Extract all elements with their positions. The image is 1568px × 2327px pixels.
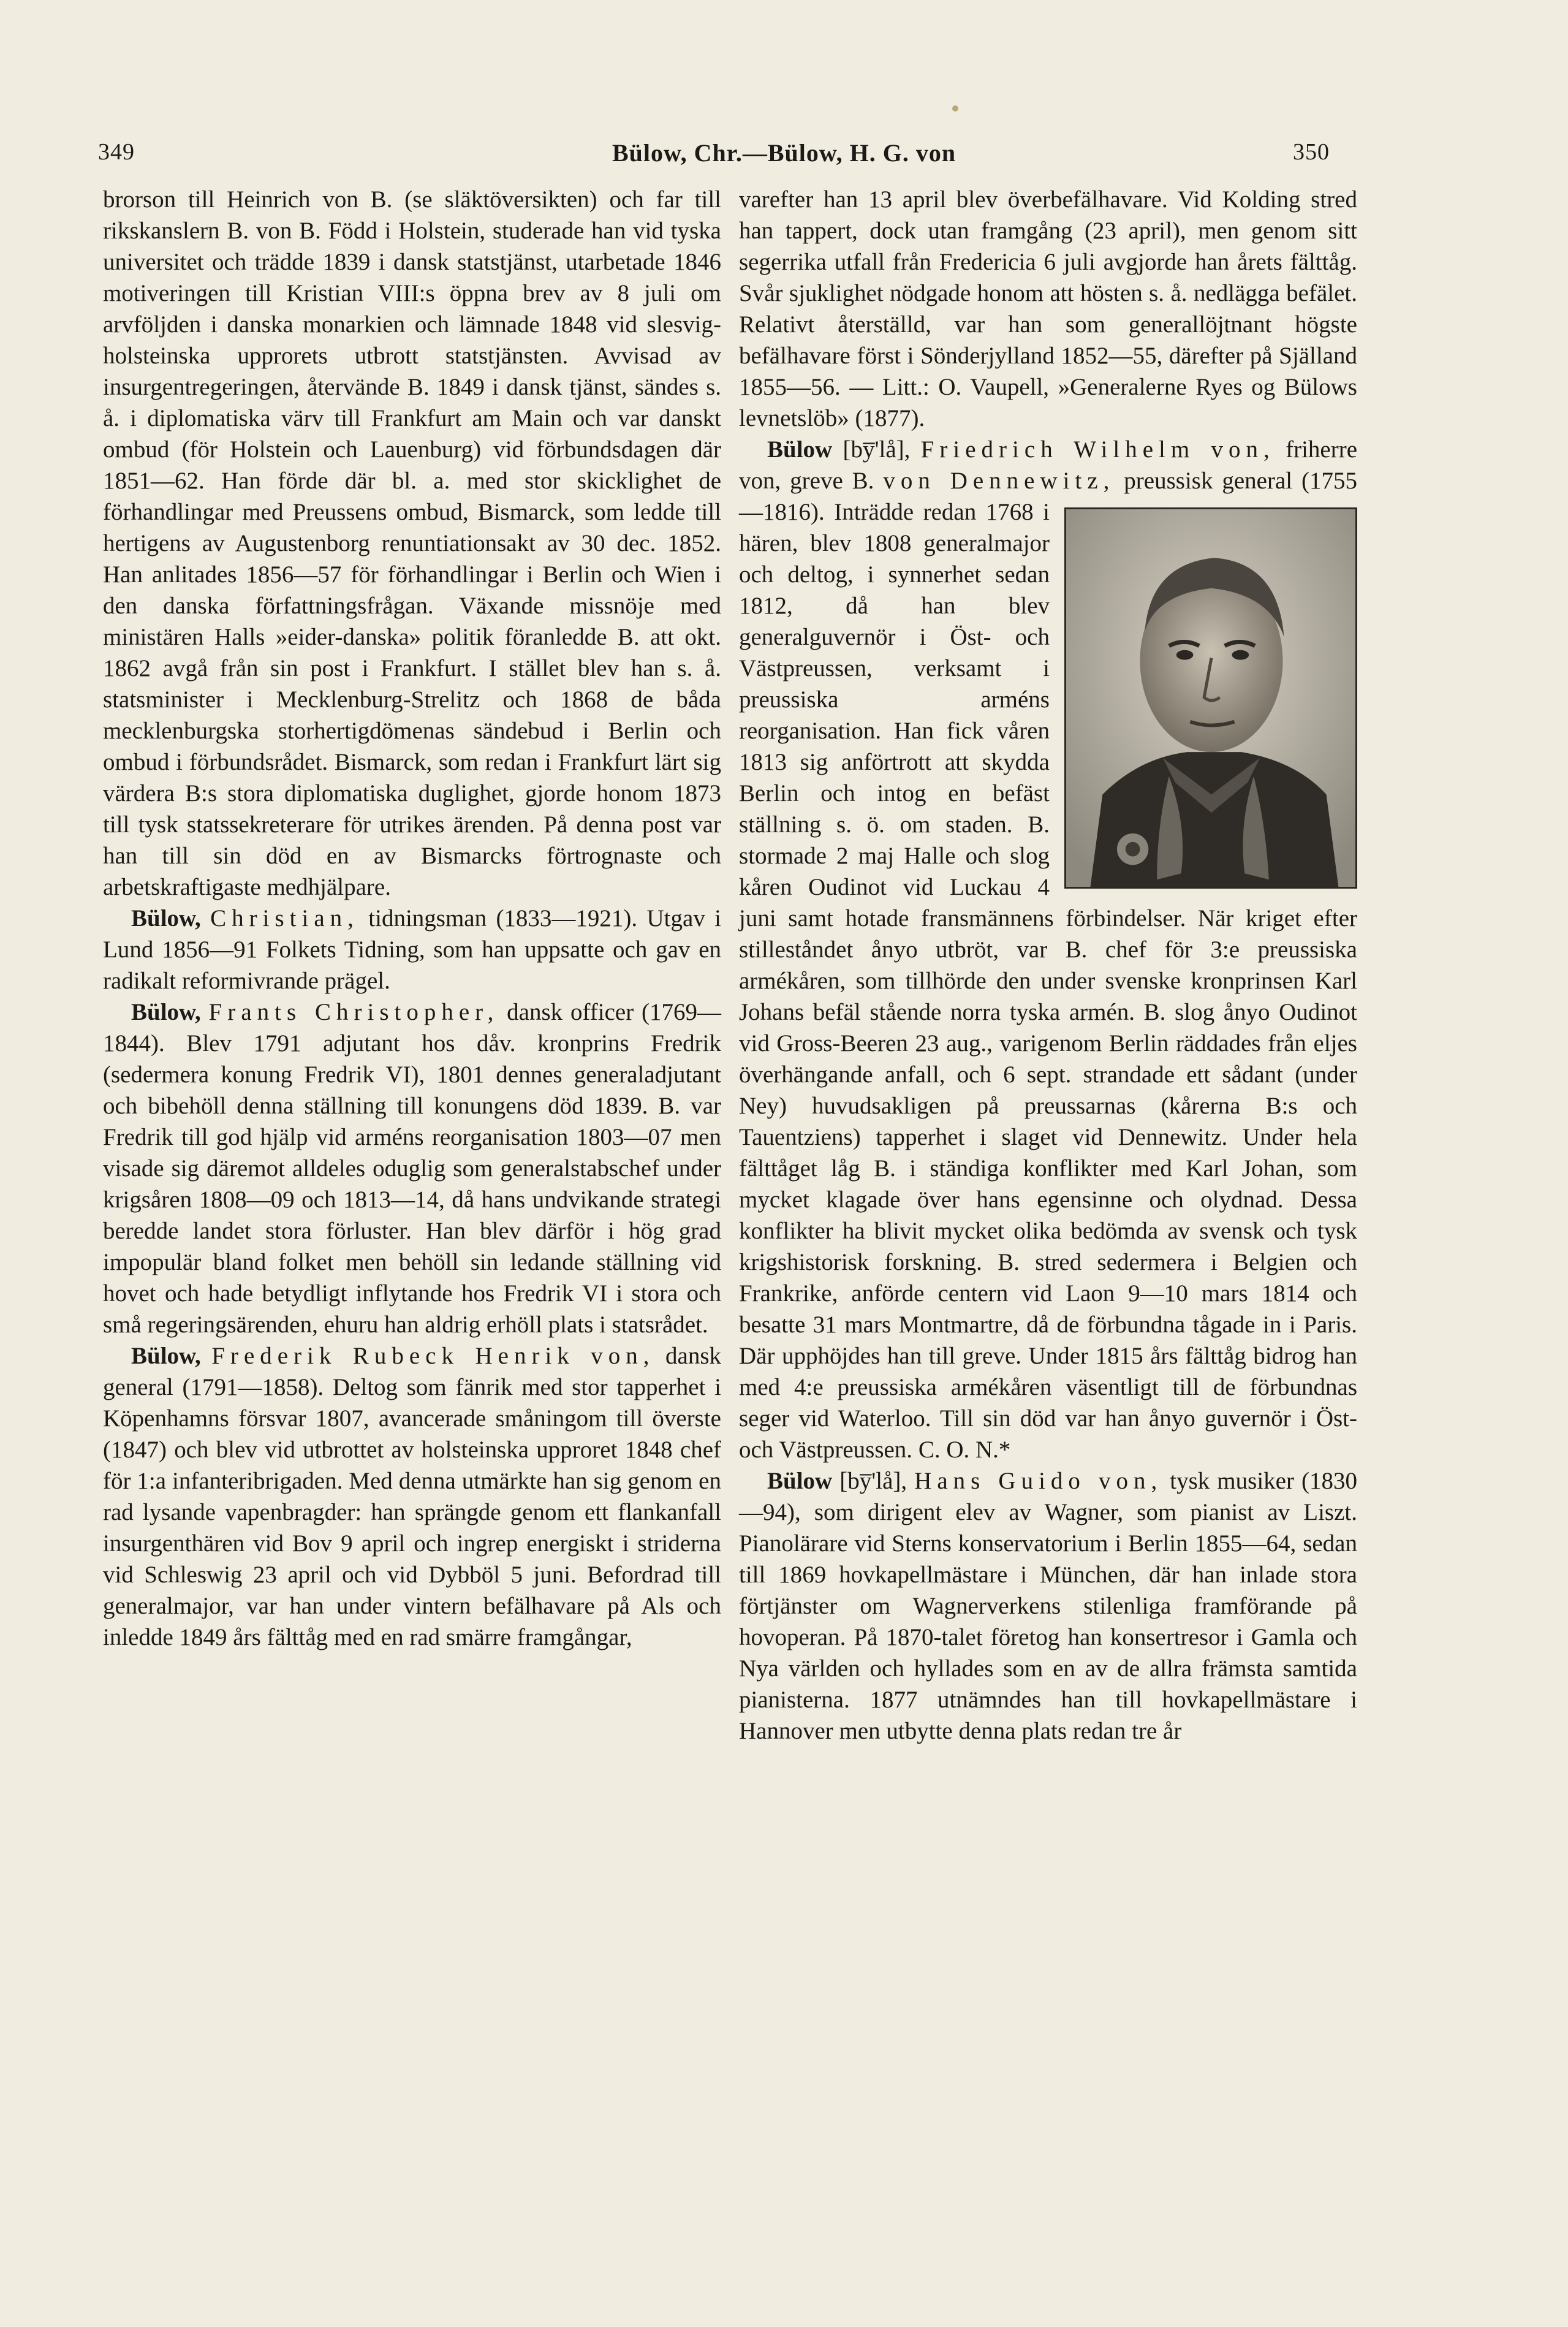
entry-headword: Bülow, xyxy=(131,905,201,932)
entry-text: friherre von, greve B. xyxy=(739,436,1358,494)
entry-name: Christian, xyxy=(210,905,359,932)
entry-name: Frederik Rubeck Henrik von, xyxy=(211,1343,655,1369)
left-column xyxy=(103,184,721,1653)
entry-name: Frants Christopher, xyxy=(208,999,499,1025)
portrait-engraving-icon xyxy=(1066,509,1355,887)
page-number-right: 350 xyxy=(1293,139,1330,165)
entry-bulow-hans-guido xyxy=(739,1465,1357,1747)
running-header: Bülow, Chr.—Bülow, H. G. von xyxy=(612,139,956,167)
entry-continuation: brorson till Heinrich von B. (se släktöversikten) och far till rikskanslern B. von B. Född i Holstein, studerade han vid tyska universitet och trädde 1839 i dansk statstjänst, utarbetade 1846 motiveringen till Kristian VIII:s öppna brev av 8 juli om arvföljden i danska monarkien och lämnade 1848 vid slesvig-holsteinska upprorets utbrott statstjänsten. Avvisad av insurgentregeringen, återvände B. 1849 i dansk tjänst, sändes s. å. i diplomatiska värv till Frankfurt am Main och var danskt ombud (för Holstein och Lauenburg) vid förbundsdagen där 1851—62. Han förde där bl. a. med stor skicklighet de förhandlingar med Preussens ombud, Bismarck, som ledde till hertigens av Augustenborg renuntiationsakt av 30 dec. 1852. Han anlitades 1856—57 för förhandlingar i Berlin och Wien i den danska författningsfrågan. Växande missnöje med ministären Halls »eider-danska» politik föranledde B. att okt. 1862 avgå från sin post i Frankfurt. I stället blev han s. å. statsminister i Mecklenburg-Strelitz och 1868 de båda mecklenburgska storhertigdömenas sändebud i Berlin och ombud i förbundsrådet. Bismarck, som redan i Frankfurt lärt sig värdera B:s stora diplomatiska duglighet, gjorde honom 1873 till tysk statssekreterare för utrikes ärenden. På denna post var han till sin död en av Bismarcks förtrognaste och arbetskraftigaste medhjälpare. xyxy=(103,186,721,900)
entry-text: preussisk general (1755—1816). Inträdde redan 1768 i hären, blev 1808 generalmajor och deltog, i synnerhet sedan 1812, då han blev generalguvernör i Öst- och Västpreussen, verksamt i preussiska arméns reorganisation. Han fick våren 1813 sig anförtrott att skydda Berlin och intog en befäst ställning s. ö. om staden. B. stormade 2 maj Halle och slog kåren Oudinot vid Luckau 4 juni samt hotade fransmännens förbindelser. När kriget efter stilleståndet ånyo utbröt, var B. chef för 3:e preussiska armékåren, som tillhörde den under svenske kronprinsen Karl Johans befäl stående norra tyska armén. B. slog ånyo Oudinot vid Gross-Beeren 23 aug., varigenom Berlin räddades från eljes överhängande anfall, och 6 sept. strandade ett sådant (under Ney) huvudsakligen på preussarnas (kårerna B:s och Tauentziens) tapperhet i slaget vid Dennewitz. Under hela fälttåget låg B. i ständiga konflikter med Karl Johan, som mycket klagade över hans egensinne och olydnad. Dessa konflikter ha blivit mycket olika bedömda av svensk och tysk krigshistorisk forskning. B. stred sedermera i Belgien och Frankrike, anförde centern vid Laon 9—10 mars 1814 och besatte 31 mars Montmartre, då de förbundna tågade in i Paris. Där upphöjdes han till greve. Under 1815 års fälttåg bidrog han med 4:e preussiska armékåren väsentligt till de förbundnas seger vid Waterloo. Till sin död var han ånyo guvernör i Öst- och Västpreussen. xyxy=(739,468,1357,1463)
entry-name: Friedrich Wilhelm von, xyxy=(920,436,1275,463)
entry-text: dansk general (1791—1858). Deltog som fänrik med stor tapperhet i Köpenhamns försvar 1807, avancerade småningom till överste (1847) och blev vid utbrottet av holsteinska upproret 1848 chef för 1:a infanteribrigaden. Med denna utmärkte han sig genom en rad lysande vapenbragder: han sprängde genom ett flankanfall insurgenthären vid Bov 9 april och ingrep energiskt i striderna vid Schleswig 23 april och vid Dybböl 5 juni. Befordrad till generalmajor, var han under vintern befälhavare på Als och inledde 1849 års fälttåg med en rad smärre framgångar, xyxy=(103,1343,721,1650)
entry-bulow-frederik xyxy=(103,1340,721,1653)
entry-headword: Bülow, xyxy=(131,999,201,1025)
entry-headword: Bülow xyxy=(767,1468,833,1494)
entry-name: Hans Guido von, xyxy=(914,1468,1163,1494)
entry-signature: C. O. N.* xyxy=(912,1437,1011,1463)
entry-text: tysk musiker (1830—94), som dirigent elev av Wagner, som pianist av Liszt. Pianolärare vid Sterns konservatorium i Berlin 1855—64, sedan till 1869 hovkapellmästare i München, där han inlade stora förtjänster om Wagnerverkens stilenliga framförande på hovoperan. På 1870-talet företog han konsertresor i Gamla och Nya världen och hyllades som en av de allra främsta samtida pianisterna. 1877 utnämndes han till hovkapellmästare i Hannover men utbytte denna plats redan tre år xyxy=(739,1468,1357,1744)
entry-bulow-christian xyxy=(103,903,721,996)
ink-speck xyxy=(952,105,958,112)
entry-bulow-frants xyxy=(103,996,721,1340)
entry-bulow-friedrich-wilhelm xyxy=(739,434,1357,1465)
entry-text: tidningsman (1833—1921). Utgav i Lund 1856—91 Folkets Tidning, som han uppsatte och gav en radikalt reformivrande prägel. xyxy=(103,905,722,994)
entry-pronunciation: [by̅'lå], xyxy=(832,436,921,463)
entry-headword: Bülow, xyxy=(131,1343,201,1369)
portrait-image xyxy=(1064,507,1357,889)
page-number-left: 349 xyxy=(98,139,135,165)
entry-headword: Bülow xyxy=(767,436,833,463)
entry-pronunciation: [by̅'lå], xyxy=(832,1468,915,1494)
entry-title-name: von Dennewitz, xyxy=(883,468,1115,494)
entry-text: dansk officer (1769—1844). Blev 1791 adjutant hos dåv. kronprins Fredrik (sedermera konung Fredrik VI), 1801 dennes generaladjutant och bibehöll denna ställning till konungens död 1839. B. var Fredrik till god hjälp vid arméns reorganisation 1803—07 men visade sig däremot alldeles oduglig som generalstabschef under krigsåren 1808—09 och 1813—14, då hans undvikande strategi beredde landet stora förluster. Han blev därför i hög grad impopulär bland folket men behöll sin ledande ställning vid hovet och hade betydligt inflytande hos Fredrik VI i stora och små regeringsärenden, ehuru han aldrig erhöll plats i statsrådet. xyxy=(103,999,722,1338)
entry-continuation: varefter han 13 april blev överbefälhavare. Vid Kolding stred han tappert, dock utan framgång (23 april), men genom sitt segerrika utfall från Fredericia 6 juli avgjorde han årets fälttåg. Svår sjuklighet nödgade honom att hösten s. å. nedlägga befälet. Relativt återställd, var han som generallöjtnant högste befälhavare först i Sönderjylland 1852—55, därefter på Själland 1855—56. — Litt.: O. Vaupell, »Generalerne Ryes og Bülows levnetslöb» (1877). xyxy=(739,186,1357,431)
right-column xyxy=(739,184,1357,1747)
